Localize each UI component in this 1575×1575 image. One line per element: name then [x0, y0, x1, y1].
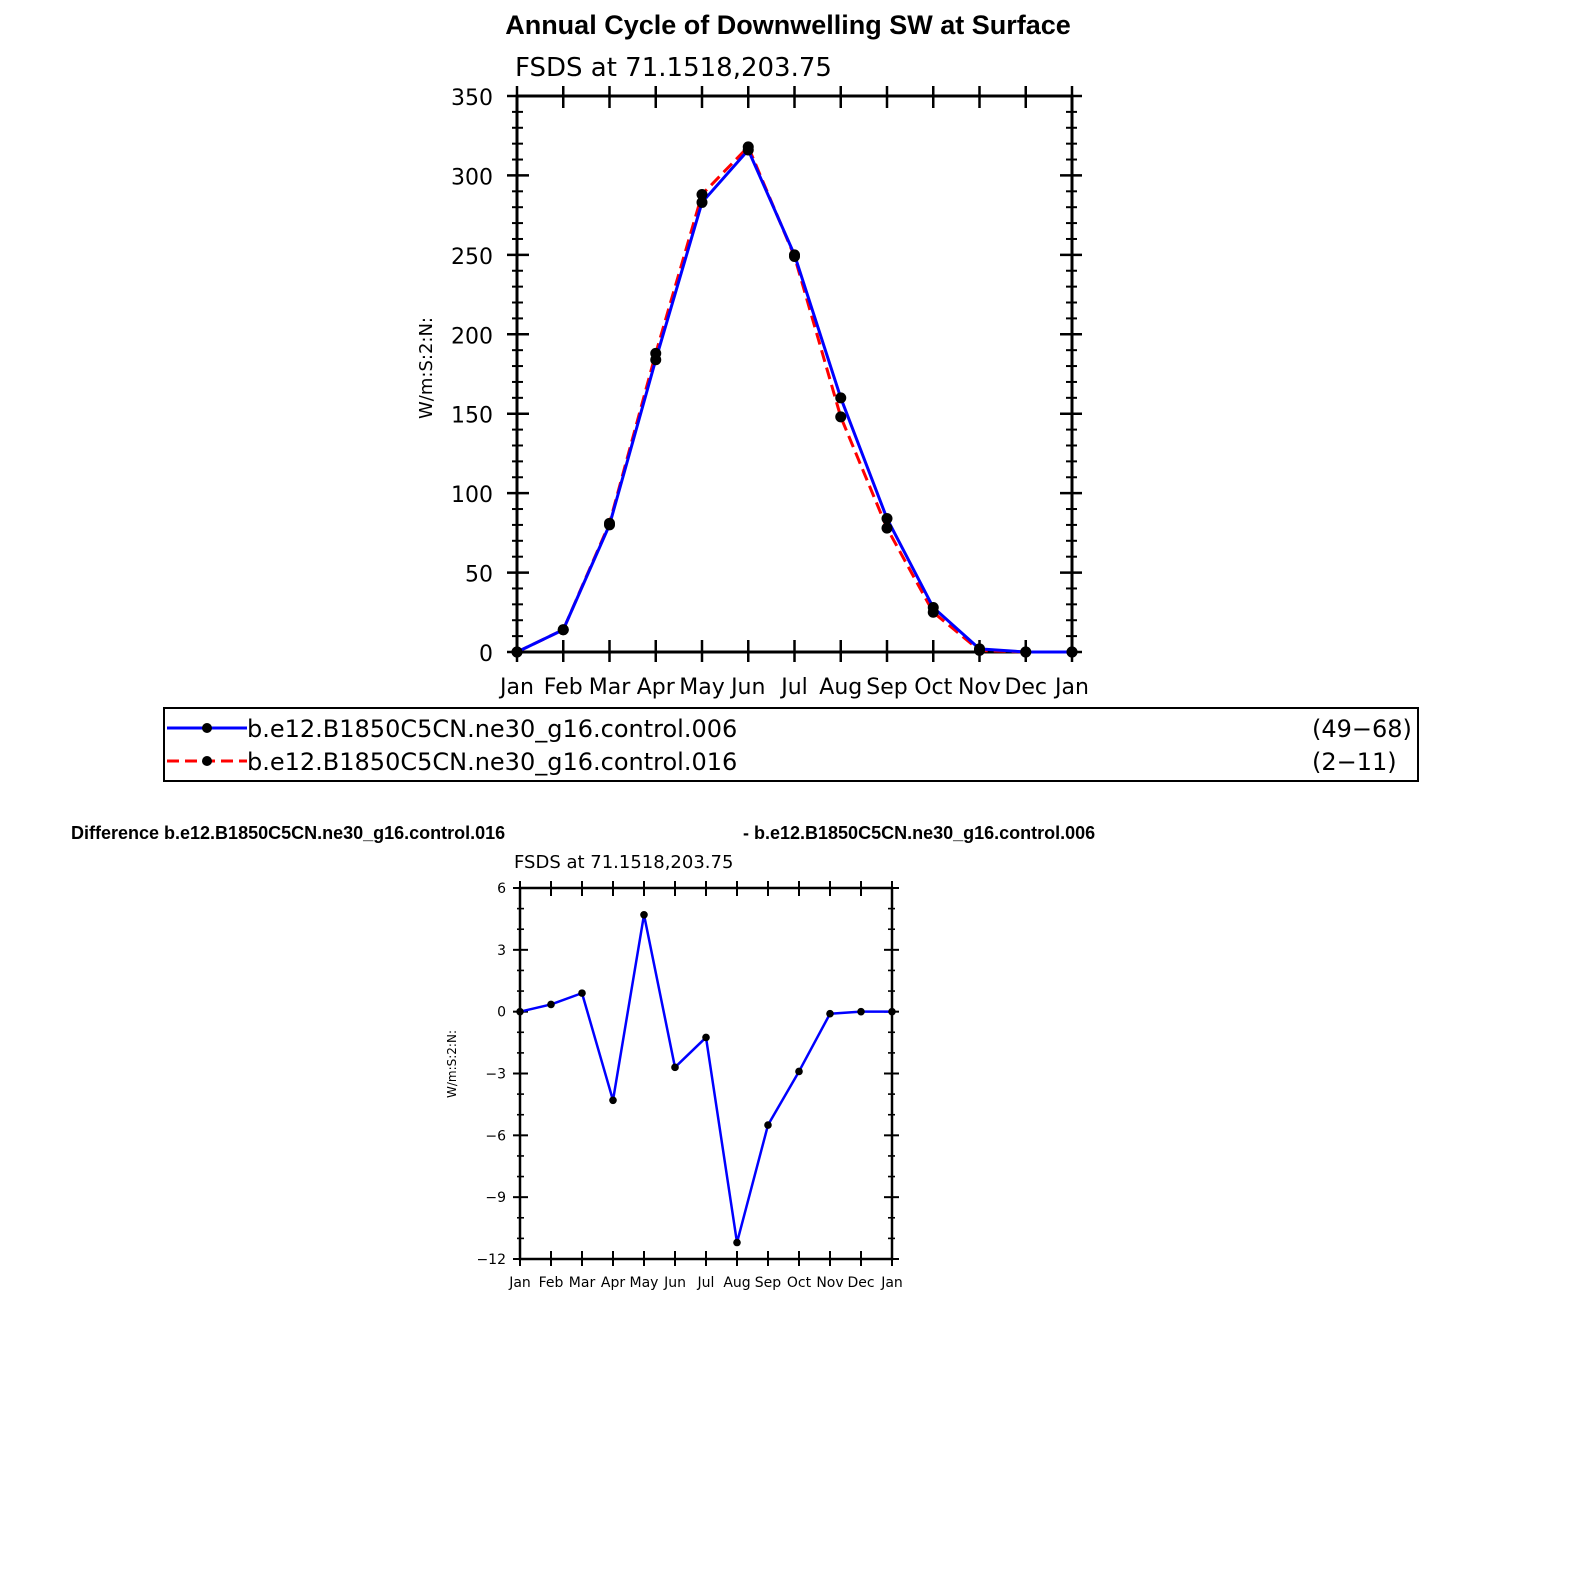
top-series-1-point — [743, 141, 754, 152]
top-series-1-point — [512, 647, 523, 658]
legend — [164, 708, 1418, 781]
top-ytick-label: 300 — [451, 165, 493, 191]
bottom-xtick-label: May — [629, 1275, 659, 1291]
bottom-ytick-label: 6 — [497, 881, 506, 897]
bottom-xtick-label: Sep — [754, 1275, 782, 1291]
bottom-series-0-point — [547, 1001, 555, 1009]
annual-cycle-chart — [416, 53, 1089, 700]
top-ytick-label: 250 — [451, 244, 493, 270]
bottom-xtick-label: Jan — [509, 1275, 531, 1291]
top-xtick-label: Oct — [914, 675, 953, 700]
top-series-0-point — [882, 513, 893, 524]
difference-title-right: - b.e12.B1850C5CN.ne30_g16.control.006 — [743, 823, 1096, 843]
top-series-1-point — [697, 189, 708, 200]
bottom-series-0-point — [795, 1068, 803, 1076]
top-chart-ylabel: W/m:S:2:N: — [416, 317, 437, 419]
top-xtick-label: Apr — [636, 675, 675, 700]
bottom-xtick-label: Jun — [664, 1275, 686, 1291]
bottom-ytick-label: −3 — [485, 1066, 506, 1083]
bottom-xtick-label: Feb — [538, 1275, 564, 1291]
top-frame — [517, 96, 1072, 652]
top-xtick-label: Aug — [819, 675, 863, 700]
top-series-line-0 — [517, 150, 1072, 652]
top-ytick-label: 50 — [465, 562, 493, 588]
top-xtick-label: Jul — [781, 675, 808, 700]
top-series-1-point — [974, 645, 985, 656]
figure-title: Annual Cycle of Downwelling SW at Surface — [505, 10, 1071, 40]
bottom-series-0-point — [857, 1008, 865, 1016]
top-xtick-label: Mar — [588, 675, 631, 700]
top-ytick-label: 100 — [451, 483, 493, 509]
top-xtick-label: May — [679, 675, 725, 700]
bottom-xtick-label: Oct — [786, 1275, 812, 1291]
bottom-series-0-point — [764, 1121, 772, 1129]
top-series-1-point — [928, 607, 939, 618]
legend-label-control-016: b.e12.B1850C5CN.ne30_g16.control.016 — [247, 748, 738, 776]
difference-title-left: Difference b.e12.B1850C5CN.ne30_g16.control.016 — [71, 823, 506, 843]
bottom-series-0-point — [733, 1239, 741, 1247]
bottom-ytick-label: 0 — [497, 1004, 506, 1021]
bottom-xtick-label: Dec — [847, 1275, 875, 1291]
top-series-line-1 — [517, 147, 1072, 652]
top-ytick-label: 0 — [479, 642, 493, 667]
top-xtick-label: Nov — [958, 675, 1001, 700]
top-xtick-label: Jun — [731, 675, 766, 700]
top-series-1-point — [558, 624, 569, 635]
top-series-1-point — [835, 411, 846, 422]
top-xtick-label: Dec — [1004, 675, 1048, 700]
bottom-series-0-point — [516, 1008, 524, 1016]
top-ytick-label: 350 — [451, 86, 493, 111]
bottom-ytick-label: −12 — [476, 1252, 506, 1268]
legend-marker-control-006 — [202, 723, 212, 733]
top-series-1-point — [882, 523, 893, 534]
top-xtick-label: Sep — [866, 675, 908, 700]
bottom-frame — [520, 888, 892, 1259]
bottom-series-0-point — [826, 1010, 834, 1018]
bottom-ytick-label: 3 — [497, 942, 506, 959]
top-ytick-label: 150 — [451, 403, 493, 429]
bottom-series-0-point — [888, 1008, 896, 1016]
bottom-chart-subtitle: FSDS at 71.1518,203.75 — [514, 852, 734, 873]
top-series-1-point — [1067, 647, 1078, 658]
top-ytick-label: 200 — [451, 324, 493, 350]
bottom-chart-ylabel: W/m:S:2:N: — [445, 1030, 459, 1098]
legend-label-control-006: b.e12.B1850C5CN.ne30_g16.control.006 — [247, 715, 738, 743]
bottom-series-0-point — [671, 1064, 679, 1072]
top-series-1-point — [789, 251, 800, 262]
top-chart-subtitle: FSDS at 71.1518,203.75 — [515, 53, 832, 83]
bottom-series-0-point — [640, 911, 648, 919]
legend-years-control-006: (49−68) — [1312, 715, 1412, 743]
bottom-xtick-label: Jul — [697, 1275, 715, 1291]
top-xtick-label: Jan — [1055, 675, 1089, 700]
bottom-xtick-label: Jan — [881, 1275, 903, 1291]
bottom-series-0-point — [578, 989, 586, 997]
bottom-ytick-label: −9 — [485, 1190, 506, 1207]
legend-years-control-016: (2−11) — [1312, 748, 1397, 776]
top-series-1-point — [1020, 647, 1031, 658]
legend-marker-control-016 — [202, 756, 212, 766]
bottom-ytick-label: −6 — [485, 1128, 506, 1145]
top-series-1-point — [604, 518, 615, 529]
top-xtick-label: Jan — [500, 675, 534, 700]
bottom-series-0-point — [702, 1034, 710, 1042]
bottom-xtick-label: Mar — [568, 1275, 596, 1291]
bottom-xtick-label: Aug — [723, 1275, 751, 1291]
top-plot-area — [451, 86, 1089, 700]
top-series-0-point — [835, 392, 846, 403]
top-xtick-label: Feb — [543, 675, 583, 700]
difference-chart — [445, 852, 903, 1291]
bottom-series-0-point — [609, 1096, 617, 1104]
top-series-1-point — [650, 348, 661, 359]
bottom-series-line-0 — [520, 915, 892, 1243]
bottom-plot-area — [476, 881, 902, 1291]
bottom-xtick-label: Nov — [816, 1275, 844, 1291]
bottom-xtick-label: Apr — [600, 1275, 626, 1291]
